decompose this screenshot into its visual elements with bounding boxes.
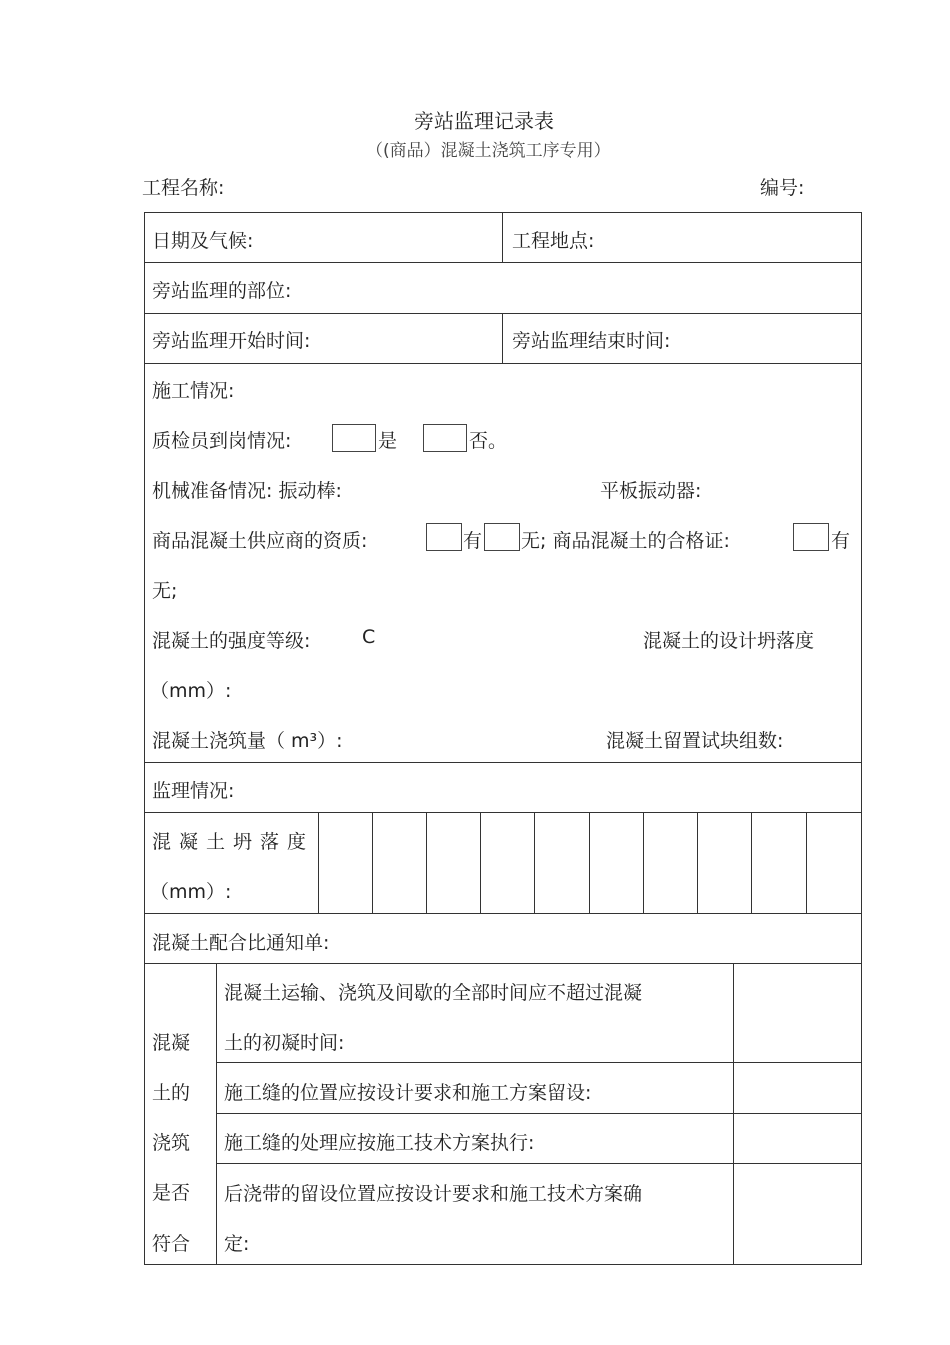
mix-notice-label: 混凝土配合比通知单: (152, 932, 330, 954)
table-line (216, 1113, 862, 1114)
table-line (318, 812, 319, 914)
supervision-label: 监理情况: (152, 780, 235, 802)
side-label-line-5: 符合 (152, 1233, 191, 1255)
table-line (144, 812, 862, 813)
table-line (216, 1163, 862, 1164)
table-line (144, 1264, 862, 1265)
table-line (144, 913, 862, 914)
side-label-line-1: 混凝 (152, 1032, 191, 1054)
requirement-4-line-1: 后浇带的留设位置应按设计要求和施工技术方案确 (224, 1183, 643, 1205)
volume-label: 混凝土浇筑量（ m³）: (152, 730, 343, 752)
strength-grade-c: C (362, 626, 376, 648)
inspector-label: 质检员到岗情况: (152, 430, 292, 452)
table-line (144, 963, 862, 964)
samples-label: 混凝土留置试块组数: (606, 730, 784, 752)
table-line (144, 762, 862, 763)
supplier-none-label: 无; 商品混凝土的合格证: (521, 530, 730, 552)
side-label-line-3: 浇筑 (152, 1132, 191, 1154)
yes-checkbox[interactable] (332, 424, 376, 452)
construction-status-label: 施工情况: (152, 380, 235, 402)
requirement-2: 施工缝的位置应按设计要求和施工方案留设: (224, 1082, 592, 1104)
table-line (806, 812, 807, 914)
requirement-3: 施工缝的处理应按施工技术方案执行: (224, 1132, 535, 1154)
requirement-4-line-2: 定: (224, 1233, 250, 1255)
table-line (589, 812, 590, 914)
certificate-have-checkbox[interactable] (793, 523, 829, 551)
supplier-label: 商品混凝土供应商的资质: (152, 530, 368, 552)
slump-label: 混凝土坍落度 (152, 831, 315, 853)
table-line (502, 212, 503, 263)
machinery-label: 机械准备情况: 振动棒: (152, 480, 342, 502)
table-line (733, 963, 734, 1265)
table-line (697, 812, 698, 914)
requirement-1-line-1: 混凝土运输、浇筑及间歇的全部时间应不超过混凝 (224, 982, 643, 1004)
form-subtitle: （(商品）混凝土浇筑工序专用） (366, 141, 611, 161)
table-line (216, 963, 217, 1265)
slump-unit: （mm）: (150, 881, 232, 903)
certificate-have-label: 有 (831, 530, 851, 552)
part-label: 旁站监理的部位: (152, 280, 292, 302)
form-title: 旁站监理记录表 (414, 109, 554, 133)
table-line (480, 812, 481, 914)
side-label-line-2: 土的 (152, 1082, 191, 1104)
location-label: 工程地点: (512, 230, 595, 252)
certificate-none-label: 无; (152, 580, 178, 602)
no-checkbox[interactable] (423, 424, 467, 452)
table-line (643, 812, 644, 914)
supplier-have-label: 有 (463, 530, 483, 552)
document-number-label: 编号: (760, 177, 805, 199)
table-line (751, 812, 752, 914)
side-label-line-4: 是否 (152, 1182, 191, 1204)
table-line (144, 212, 145, 1265)
start-time-label: 旁站监理开始时间: (152, 330, 311, 352)
end-time-label: 旁站监理结束时间: (512, 330, 671, 352)
supplier-have-checkbox[interactable] (426, 523, 462, 551)
table-line (372, 812, 373, 914)
table-line (502, 313, 503, 364)
yes-label: 是 (378, 430, 398, 452)
supplier-none-checkbox[interactable] (484, 523, 520, 551)
design-slump-label: 混凝土的设计坍落度 (643, 630, 815, 652)
flat-vibrator-label: 平板振动器: (600, 480, 702, 502)
requirement-1-line-2: 土的初凝时间: (224, 1032, 345, 1054)
no-label: 否。 (469, 430, 508, 452)
project-name-label: 工程名称: (142, 177, 225, 199)
table-line (216, 1062, 862, 1063)
strength-label: 混凝土的强度等级: (152, 630, 311, 652)
table-line (861, 212, 862, 1265)
table-line (534, 812, 535, 914)
design-slump-unit: （mm）: (150, 680, 232, 702)
table-line (426, 812, 427, 914)
date-weather-label: 日期及气候: (152, 230, 254, 252)
